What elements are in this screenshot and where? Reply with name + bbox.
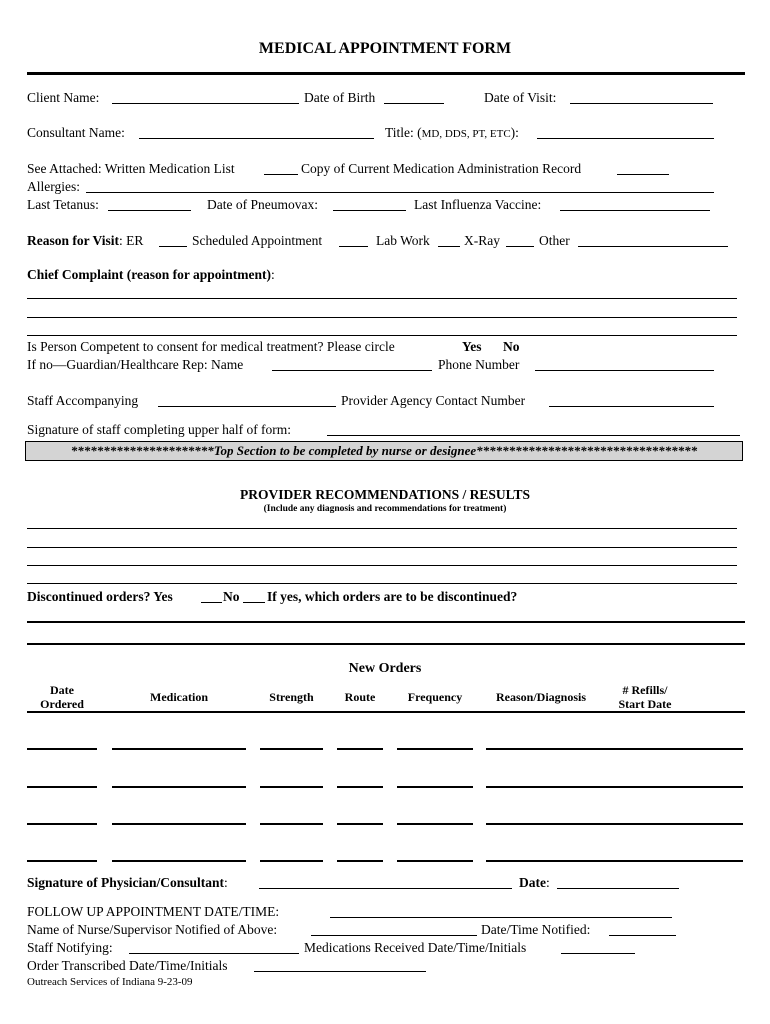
physician-signature-label: Signature of Physician/Consultant bbox=[27, 875, 225, 890]
col-refills-line1: # Refills/ bbox=[622, 683, 668, 697]
competent-no[interactable]: No bbox=[503, 339, 520, 354]
col-refills bbox=[605, 683, 685, 711]
col-strength: Strength bbox=[269, 690, 314, 704]
copy-of-mar-label: Copy of Current Medication Administration Record bbox=[301, 161, 582, 176]
recommendation-line[interactable] bbox=[27, 528, 737, 529]
phone-number-label: Phone Number bbox=[438, 357, 520, 372]
order-date-ordered-field[interactable] bbox=[27, 860, 97, 862]
phone-number-field[interactable] bbox=[535, 370, 714, 371]
title-close: ): bbox=[510, 125, 519, 140]
reason-other-field[interactable] bbox=[578, 246, 728, 247]
order-date-ordered-field[interactable] bbox=[27, 823, 97, 825]
order-strength-field[interactable] bbox=[260, 823, 323, 825]
order-frequency-field[interactable] bbox=[397, 860, 473, 862]
order-strength-field[interactable] bbox=[260, 786, 323, 788]
date-time-notified-field[interactable] bbox=[609, 935, 676, 936]
chief-complaint-line[interactable] bbox=[27, 335, 737, 336]
new-orders-heading: New Orders bbox=[348, 661, 422, 676]
provider-subheading: (Include any diagnosis and recommendations for treatment) bbox=[263, 504, 507, 514]
title-field[interactable] bbox=[537, 138, 714, 139]
order-date-ordered-field[interactable] bbox=[27, 786, 97, 788]
followup-field[interactable] bbox=[330, 917, 672, 918]
order-route-field[interactable] bbox=[337, 823, 383, 825]
col-refills-line2: Start Date bbox=[618, 697, 672, 711]
footer-text: Outreach Services of Indiana 9-23-09 bbox=[27, 976, 193, 988]
reason-for-visit-label: Reason for Visit bbox=[27, 233, 120, 248]
staff-accompanying-field[interactable] bbox=[158, 406, 336, 407]
discontinued-no-label: No bbox=[223, 589, 240, 604]
discontinued-yes-field[interactable] bbox=[201, 602, 222, 603]
reason-scheduled-field[interactable] bbox=[339, 246, 368, 247]
physician-date-label: Date bbox=[519, 875, 546, 890]
consultant-name-field[interactable] bbox=[139, 138, 374, 139]
competent-yes[interactable]: Yes bbox=[462, 339, 482, 354]
nurse-section-banner: **********************Top Section to be completed by nurse or designee********************************** bbox=[25, 441, 743, 461]
dob-field[interactable] bbox=[384, 103, 444, 104]
order-route-field[interactable] bbox=[337, 860, 383, 862]
staff-notifying-label: Staff Notifying: bbox=[27, 940, 113, 955]
provider-agency-field[interactable] bbox=[549, 406, 714, 407]
date-of-visit-field[interactable] bbox=[570, 103, 713, 104]
col-reason: Reason/Diagnosis bbox=[495, 690, 587, 704]
order-medication-field[interactable] bbox=[112, 748, 246, 750]
reason-xray-label: X-Ray bbox=[464, 233, 500, 248]
mar-field[interactable] bbox=[617, 174, 669, 175]
order-frequency-field[interactable] bbox=[397, 748, 473, 750]
order-medication-field[interactable] bbox=[112, 786, 246, 788]
date-time-notified-label: Date/Time Notified: bbox=[481, 922, 591, 937]
discontinued-label: Discontinued orders? Yes bbox=[27, 589, 173, 604]
discontinued-which-label: If yes, which orders are to be discontinued? bbox=[267, 589, 518, 604]
chief-complaint-label: Chief Complaint (reason for appointment) bbox=[27, 267, 272, 282]
recommendation-line[interactable] bbox=[27, 583, 737, 584]
followup-label: FOLLOW UP APPOINTMENT DATE/TIME: bbox=[27, 904, 280, 919]
order-route-field[interactable] bbox=[337, 748, 383, 750]
reason-lab-label: Lab Work bbox=[376, 233, 430, 248]
physician-date-colon: : bbox=[546, 875, 550, 890]
influenza-label: Last Influenza Vaccine: bbox=[414, 197, 542, 212]
client-name-field[interactable] bbox=[112, 103, 299, 104]
pneumovax-label: Date of Pneumovax: bbox=[207, 197, 318, 212]
competent-question: Is Person Competent to consent for medical treatment? Please circle bbox=[27, 339, 395, 354]
order-route-field[interactable] bbox=[337, 786, 383, 788]
order-reason-refills-field[interactable] bbox=[486, 748, 743, 750]
physician-date-field[interactable] bbox=[557, 888, 679, 889]
influenza-field[interactable] bbox=[560, 210, 710, 211]
meds-received-field[interactable] bbox=[561, 953, 635, 954]
chief-complaint-line[interactable] bbox=[27, 317, 737, 318]
col-frequency: Frequency bbox=[407, 690, 463, 704]
order-strength-field[interactable] bbox=[260, 860, 323, 862]
guardian-name-label: If no—Guardian/Healthcare Rep: Name bbox=[27, 357, 244, 372]
allergies-field[interactable] bbox=[86, 192, 714, 193]
order-strength-field[interactable] bbox=[260, 748, 323, 750]
order-medication-field[interactable] bbox=[112, 860, 246, 862]
guardian-name-field[interactable] bbox=[272, 370, 432, 371]
order-reason-refills-field[interactable] bbox=[486, 786, 743, 788]
nurse-notified-label: Name of Nurse/Supervisor Notified of Above: bbox=[27, 922, 278, 937]
title-options: MD, DDS, PT, ETC bbox=[421, 128, 511, 140]
physician-signature-field[interactable] bbox=[259, 888, 512, 889]
provider-agency-label: Provider Agency Contact Number bbox=[341, 393, 526, 408]
client-name-label: Client Name: bbox=[27, 90, 100, 105]
pneumovax-field[interactable] bbox=[333, 210, 406, 211]
title-divider bbox=[27, 72, 745, 75]
staff-notifying-field[interactable] bbox=[129, 953, 299, 954]
last-tetanus-field[interactable] bbox=[108, 210, 191, 211]
order-reason-refills-field[interactable] bbox=[486, 860, 743, 862]
order-frequency-field[interactable] bbox=[397, 786, 473, 788]
meds-received-label: Medications Received Date/Time/Initials bbox=[304, 940, 527, 955]
section-divider bbox=[27, 643, 745, 645]
col-date-line2: Ordered bbox=[40, 697, 84, 711]
allergies-label: Allergies: bbox=[27, 179, 80, 194]
consultant-name-label: Consultant Name: bbox=[27, 125, 125, 140]
medication-list-field[interactable] bbox=[264, 174, 298, 175]
order-transcribed-label: Order Transcribed Date/Time/Initials bbox=[27, 958, 228, 973]
recommendation-line[interactable] bbox=[27, 565, 737, 566]
staff-signature-label: Signature of staff completing upper half of form: bbox=[27, 422, 292, 437]
chief-complaint-line[interactable] bbox=[27, 298, 737, 299]
provider-heading: PROVIDER RECOMMENDATIONS / RESULTS bbox=[240, 487, 530, 502]
reason-lab-field[interactable] bbox=[438, 246, 460, 247]
new-orders-header-rule bbox=[27, 711, 745, 713]
staff-signature-field[interactable] bbox=[327, 435, 740, 436]
date-of-visit-label: Date of Visit: bbox=[484, 90, 557, 105]
col-route: Route bbox=[344, 690, 376, 704]
reason-er-label: : ER bbox=[119, 233, 144, 248]
order-date-ordered-field[interactable] bbox=[27, 748, 97, 750]
see-attached-label: See Attached: Written Medication List bbox=[27, 161, 235, 176]
col-date-ordered bbox=[27, 683, 97, 711]
last-tetanus-label: Last Tetanus: bbox=[27, 197, 99, 212]
reason-other-label: Other bbox=[539, 233, 570, 248]
recommendation-line[interactable] bbox=[27, 547, 737, 548]
reason-xray-field[interactable] bbox=[506, 246, 534, 247]
order-frequency-field[interactable] bbox=[397, 823, 473, 825]
order-transcribed-field[interactable] bbox=[254, 971, 426, 972]
col-date-line1: Date bbox=[50, 683, 74, 697]
physician-signature-colon: : bbox=[224, 875, 228, 890]
form-title: MEDICAL APPOINTMENT FORM bbox=[258, 40, 512, 57]
staff-accompanying-label: Staff Accompanying bbox=[27, 393, 139, 408]
chief-complaint-colon: : bbox=[271, 267, 275, 282]
nurse-notified-field[interactable] bbox=[311, 935, 477, 936]
order-medication-field[interactable] bbox=[112, 823, 246, 825]
reason-scheduled-label: Scheduled Appointment bbox=[192, 233, 323, 248]
title-label: Title: ( bbox=[385, 125, 422, 140]
discontinued-line[interactable] bbox=[27, 621, 745, 623]
dob-label: Date of Birth bbox=[304, 90, 376, 105]
order-reason-refills-field[interactable] bbox=[486, 823, 743, 825]
reason-er-field[interactable] bbox=[159, 246, 187, 247]
discontinued-no-field[interactable] bbox=[243, 602, 265, 603]
col-medication: Medication bbox=[150, 690, 208, 704]
